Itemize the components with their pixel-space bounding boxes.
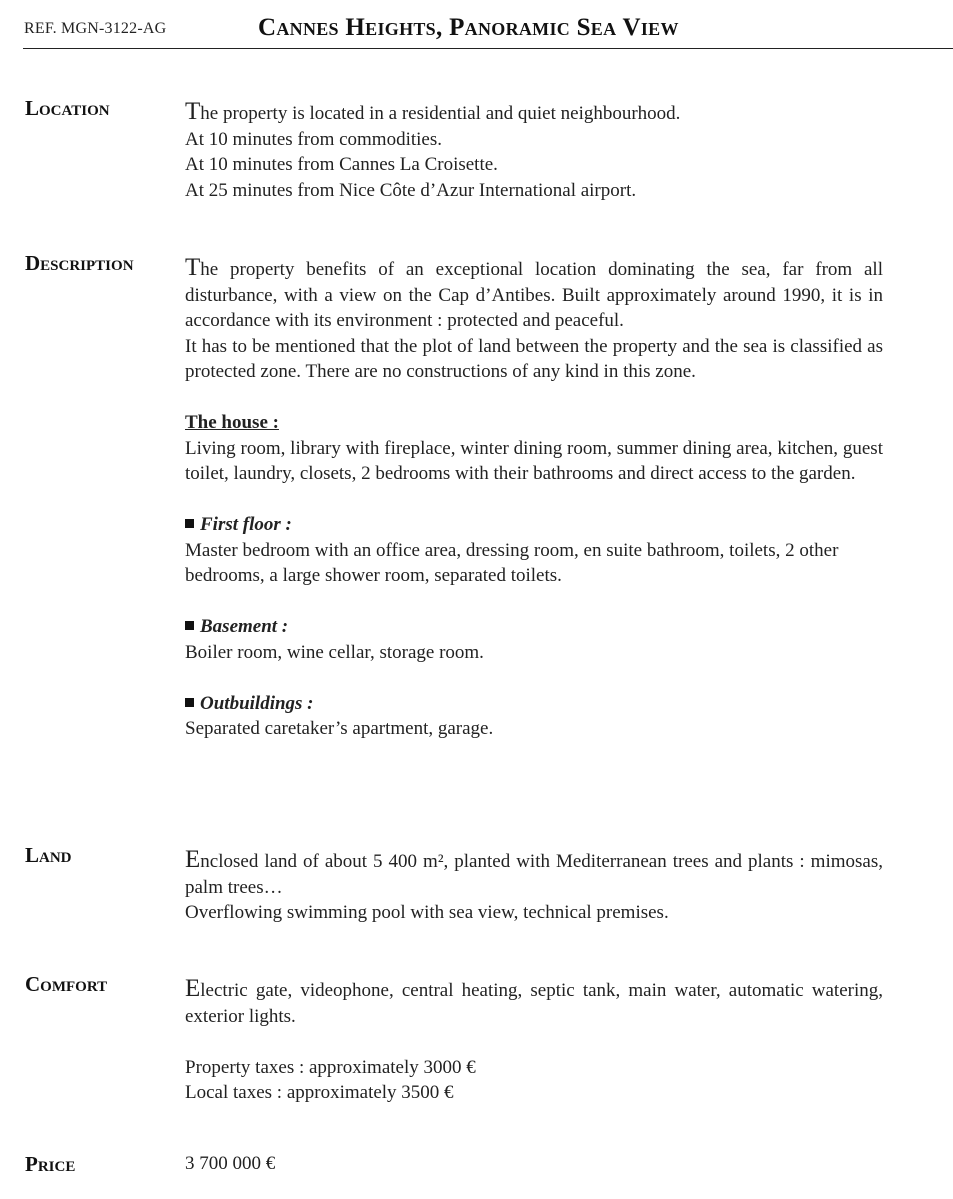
page-title: Cannes Heights, Panoramic Sea View [258, 14, 679, 41]
square-bullet-icon [185, 519, 194, 528]
location-line: At 10 minutes from commodities. [185, 128, 443, 150]
first-floor-text: Master bedroom with an office area, dressing room, en suite bathroom, toilets, 2 other bedrooms, a large shower room, separated toilets. [185, 539, 839, 586]
basement-text: Boiler room, wine cellar, storage room. [185, 641, 484, 663]
outbuildings-heading: Outbuildings : [200, 692, 314, 714]
land-paragraph: Enclosed land of about 5 400 m², planted with Mediterranean trees and plants : mimosas, palm trees… [185, 846, 883, 898]
description-paragraph: It has to be mentioned that the plot of land between the property and the sea is classified as protected zone. There are no constructions of any kind in this zone. [185, 335, 883, 382]
section-label-location: Location [25, 96, 110, 120]
basement-heading: Basement : [200, 616, 289, 637]
section-label-description: Description [25, 251, 134, 275]
comfort-paragraph: Electric gate, videophone, central heating, septic tank, main water, automatic watering, exterior lights. [185, 975, 883, 1027]
outbuildings-text: Separated caretaker’s apartment, garage. [185, 718, 494, 739]
description-paragraph: The property benefits of an exceptional location dominating the sea, far from all disturbance, with a view on the Cap d’Antibes. Built approximately around 1990, it is in accordance with its environment : protected and peaceful. [185, 254, 883, 331]
section-label-land: Land [25, 843, 72, 867]
square-bullet-icon [185, 621, 194, 630]
price-value: 3 700 000 € [185, 1153, 276, 1174]
local-taxes: Local taxes : approximately 3500 € [185, 1082, 454, 1103]
section-description [185, 255, 883, 742]
location-line: At 10 minutes from Cannes La Croisette. [185, 154, 498, 175]
reference-number: REF. MGN-3122-AG [24, 20, 167, 37]
location-line: The property is located in a residential and quiet neighbourhood. [185, 98, 681, 125]
section-location [185, 99, 883, 203]
section-land [185, 847, 883, 926]
location-line: At 25 minutes from Nice Côte d’Azur International airport. [185, 179, 637, 201]
section-price [185, 1151, 883, 1177]
section-label-comfort: Comfort [25, 972, 108, 996]
section-label-price: Price [25, 1152, 76, 1176]
property-taxes: Property taxes : approximately 3000 € [185, 1056, 476, 1078]
square-bullet-icon [185, 698, 194, 707]
house-heading: The house : [185, 412, 279, 433]
first-floor-heading: First floor : [200, 514, 292, 535]
land-paragraph: Overflowing swimming pool with sea view, technical premises. [185, 902, 669, 923]
page-header [23, 14, 953, 49]
house-text: Living room, library with fireplace, winter dining room, summer dining area, kitchen, guest toilet, laundry, closets, 2 bedrooms with their bathrooms and direct access to the garden. [185, 437, 883, 484]
section-comfort [185, 976, 883, 1106]
